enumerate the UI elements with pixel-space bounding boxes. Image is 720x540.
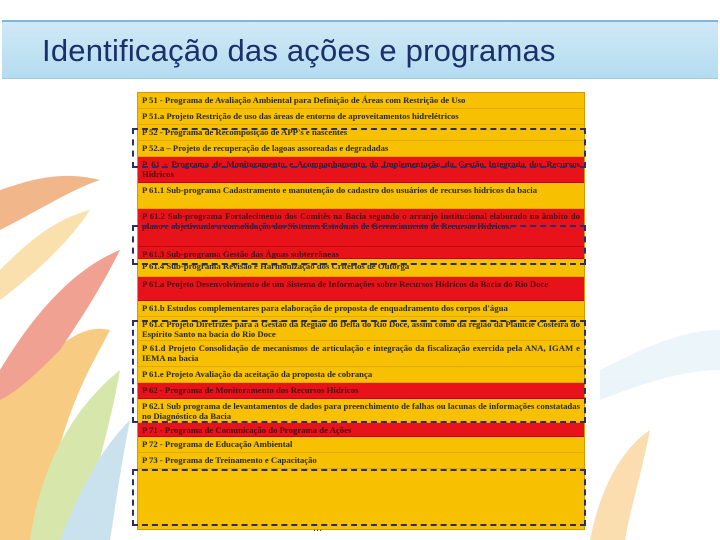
table-row: P 61.c Projeto Diretrizes para a Gestão da Região do Delta do Rio Doce, assim como da região da Planície Costeira do Espírito Santo na bacia do Rio Doce (138, 317, 584, 341)
table-row: P 52.a – Projeto de recuperação de lagoas assoreadas e degradadas (138, 141, 584, 157)
table-row: P 61.1 Sub-programa Cadastramento e manutenção do cadastro dos usuários de recursos hídricos da bacia (138, 183, 584, 209)
table-row: P 62.1 Sub programa de levantamentos de dados para preenchimento de falhas ou lacunas de informações constatadas no Diagnóstico da Bacia (138, 399, 584, 423)
table-row: P 51.a Projeto Restrição de uso das áreas de entorno de aproveitamentos hidrelétricos (138, 109, 584, 125)
table-row: P 71 - Programa de Comunicação do Programa de Ações (138, 423, 584, 437)
table-row: P 61.3 Sub-programa Gestão das Águas subterrâneas (138, 247, 584, 259)
table-row: P 61.4 Sub-programa Revisão e Harmonização dos Critérios de Outorga (138, 259, 584, 277)
table-row: P 61.d Projeto Consolidação de mecanismos de articulação e integração da fiscalização exercida pela ANA, IGAM e IEMA na bacia (138, 341, 584, 367)
table-row: P 61.2 Sub-programa Fortalecimento dos Comitês na Bacia segundo o arranjo institucional elaborado no âmbito do plano e objetivando a consolidação dos Sistemas Estaduais de Gerenciamento de Recursos Hídricos. (138, 209, 584, 247)
slide-title: Identificação das ações e programas (42, 33, 556, 68)
table-row: P 73 - Programa de Treinamento e Capacitação (138, 453, 584, 469)
table-row: P 51 - Programa de Avaliação Ambiental para Definição de Áreas com Restrição de Uso (138, 93, 584, 109)
table-row: P 61.b Estudos complementares para elaboração de proposta de enquadramento dos corpos d'água (138, 301, 584, 317)
table-row: P 62 - Programa de Monitoramento dos Recursos Hídricos (138, 383, 584, 399)
table-row: P 52 - Programa de Recomposição de APP's e nascentes (138, 125, 584, 141)
table-row: P 61 - Programa de Monitoramento e Acompanhamento da Implementação da Gestão Integrada dos Recursos Hídricos (138, 157, 584, 183)
actions-programs-table (137, 92, 585, 530)
table-row: P 61.e Projeto Avaliação da aceitação da proposta de cobrança (138, 367, 584, 383)
table-row: P 61.a Projeto Desenvolvimento de um Sistema de Informações sobre Recursos Hídricos da Bacia do Rio Doce (138, 277, 584, 301)
footer-dots: ... (313, 522, 323, 534)
table-row: P 72 - Programa de Educação Ambiental (138, 437, 584, 453)
